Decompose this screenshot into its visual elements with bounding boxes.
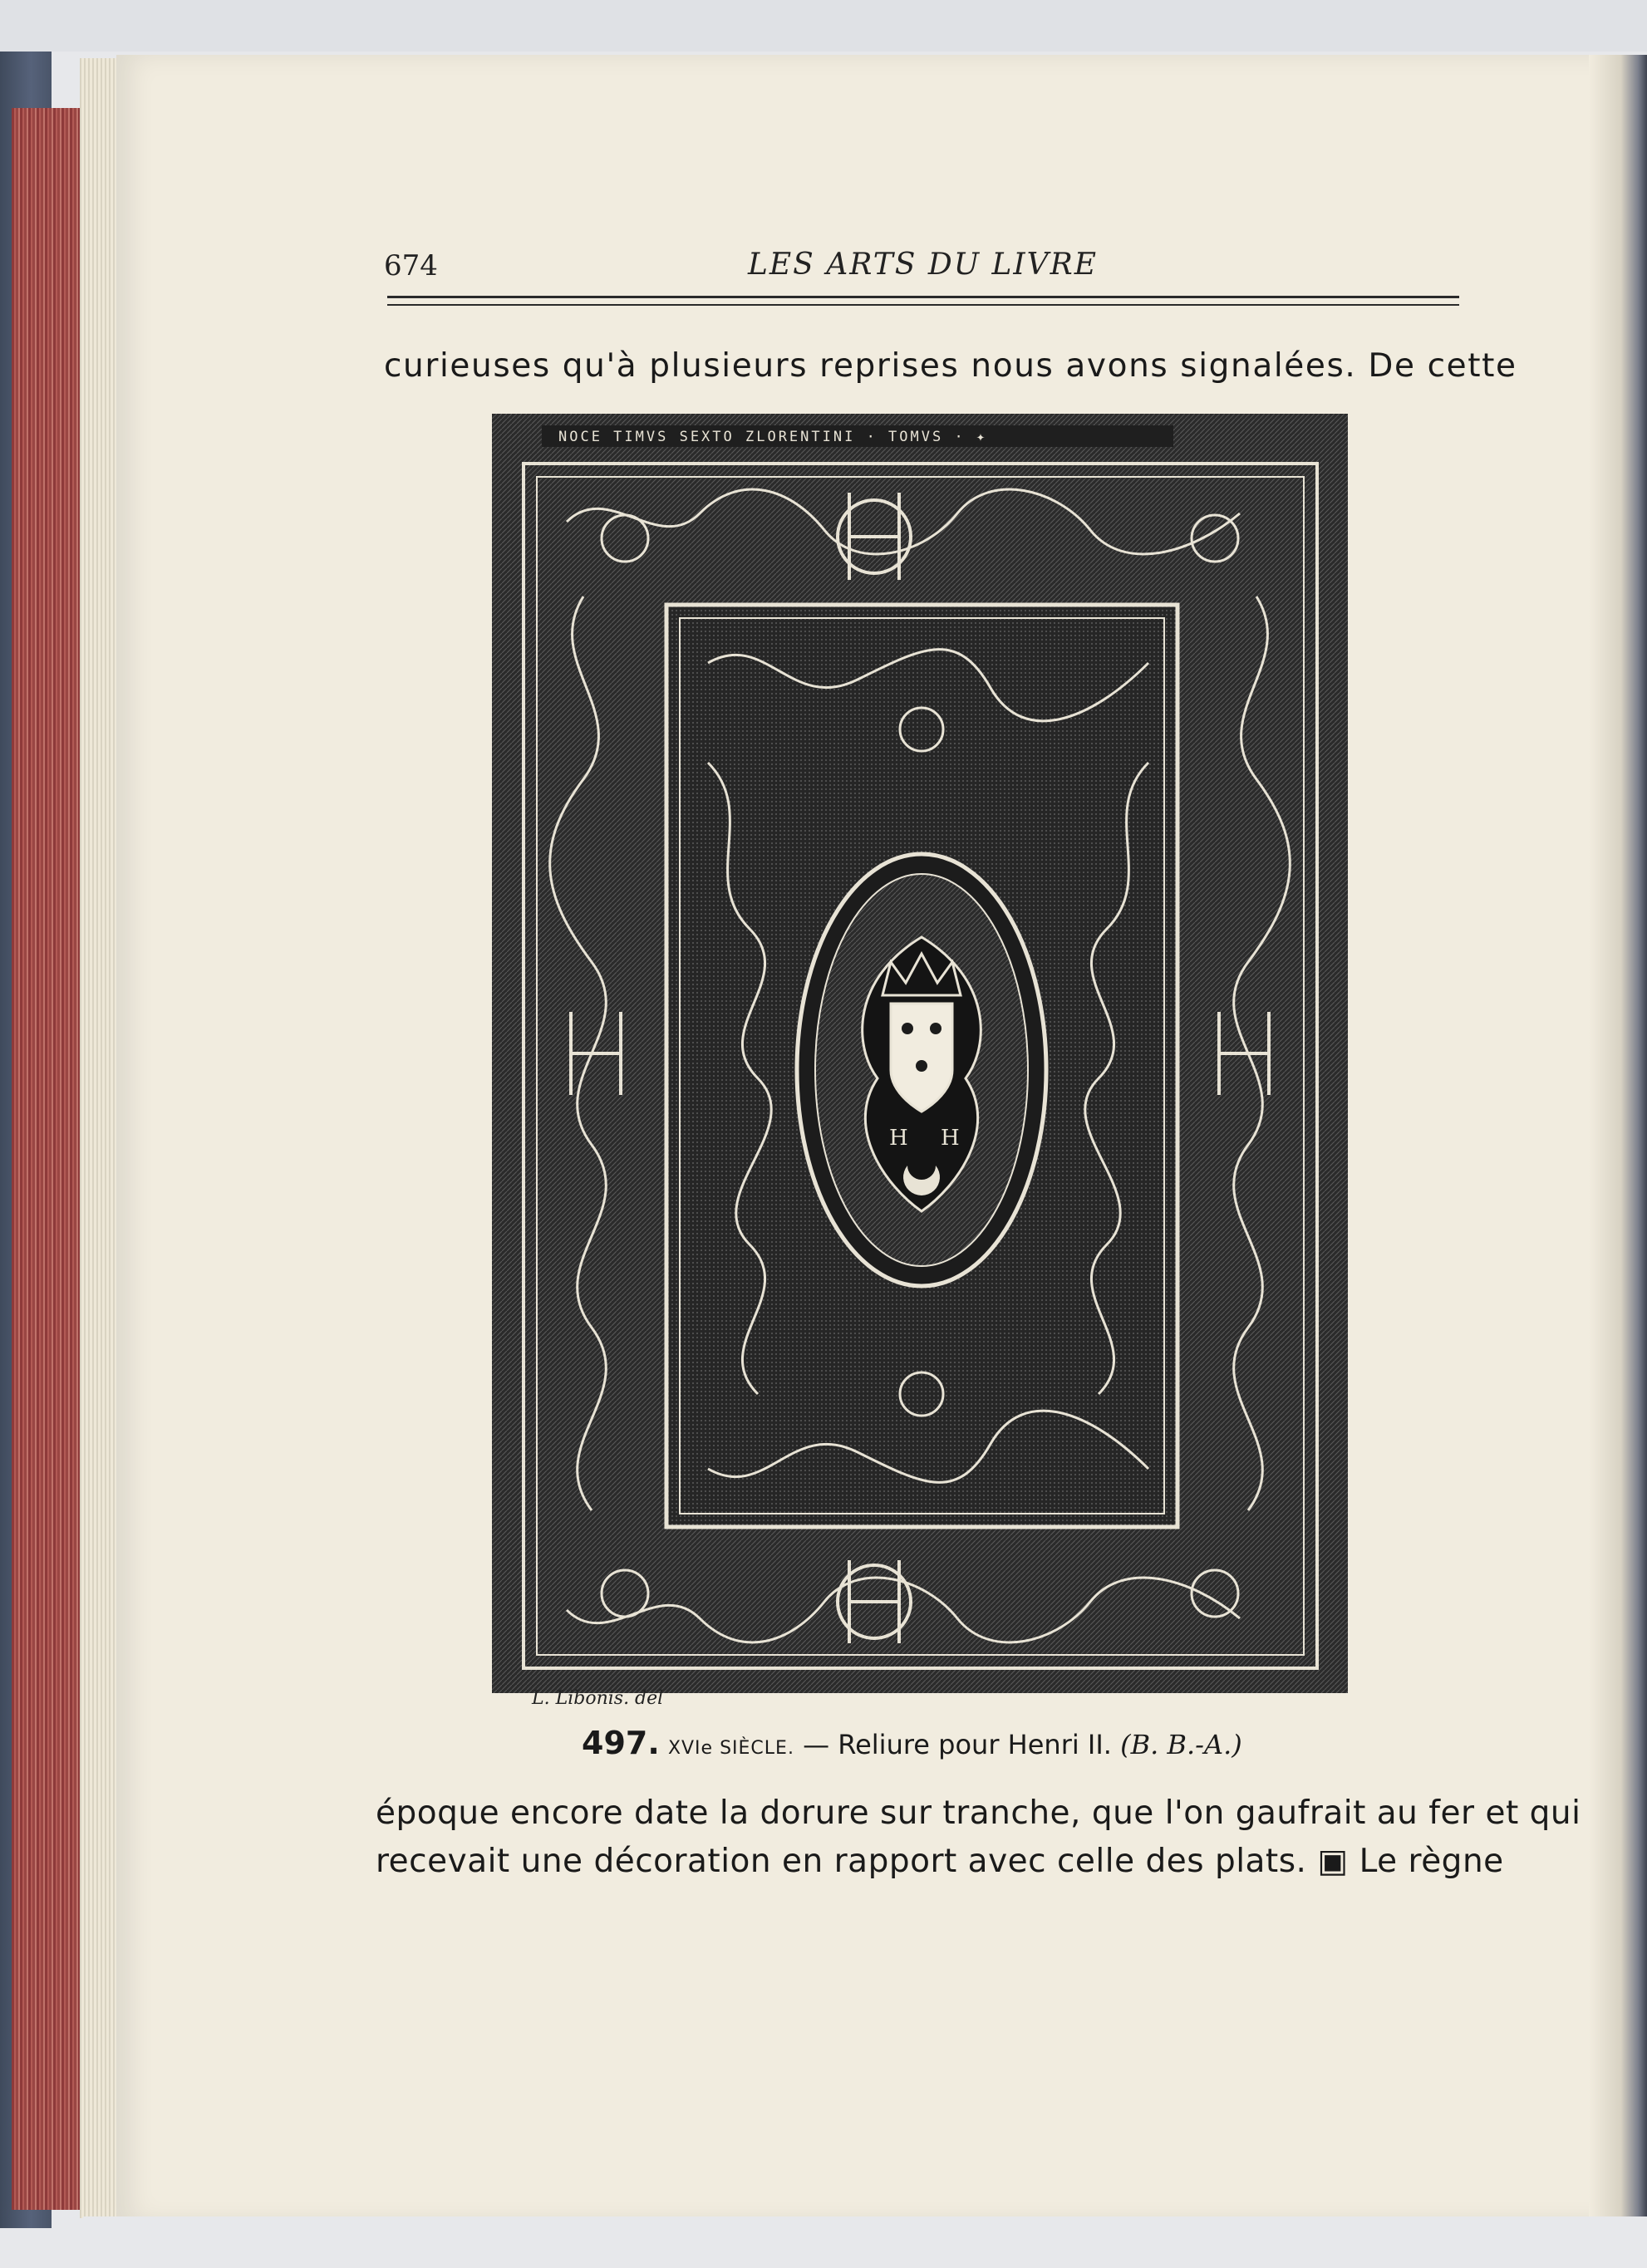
gutter-shadow (1589, 55, 1647, 2221)
header-rule-secondary (387, 304, 1459, 306)
caption-source: (B. B.-A.) (1120, 1729, 1242, 1760)
artist-signature: L. Libonis. del (532, 1688, 664, 1709)
figure-caption (582, 1725, 1242, 1761)
body-text-line: recevait une décoration en rapport avec celle des plats. ▣ Le règne (376, 1843, 1504, 1880)
page-stack (80, 58, 121, 2218)
central-cartouche (797, 854, 1046, 1286)
initial-right: H (941, 1126, 960, 1151)
figure-number: 497. (582, 1725, 660, 1761)
body-text-line: curieuses qu'à plusieurs reprises nous avons signalées. De cette (384, 347, 1517, 385)
background-bottom (83, 2216, 1647, 2268)
spine-inscription: NOCE TIMVS SEXTO ZLORENTINI · TOMVS · ✦ (558, 429, 988, 445)
fleur-de-lis-shield-icon (891, 1004, 952, 1112)
caption-century: XVIe SIÈCLE. (667, 1738, 794, 1759)
header-rule (387, 296, 1459, 298)
initial-left: H (889, 1126, 908, 1151)
background-top (0, 0, 1647, 52)
page-number: 674 (384, 249, 438, 282)
binding-illustration (492, 414, 1348, 1693)
body-text-line: époque encore date la dorure sur tranche, que l'on gaufrait au fer et qui (376, 1794, 1581, 1832)
caption-text: — Reliure pour Henri II. (803, 1729, 1112, 1760)
running-head: LES ARTS DU LIVRE (748, 248, 1099, 282)
